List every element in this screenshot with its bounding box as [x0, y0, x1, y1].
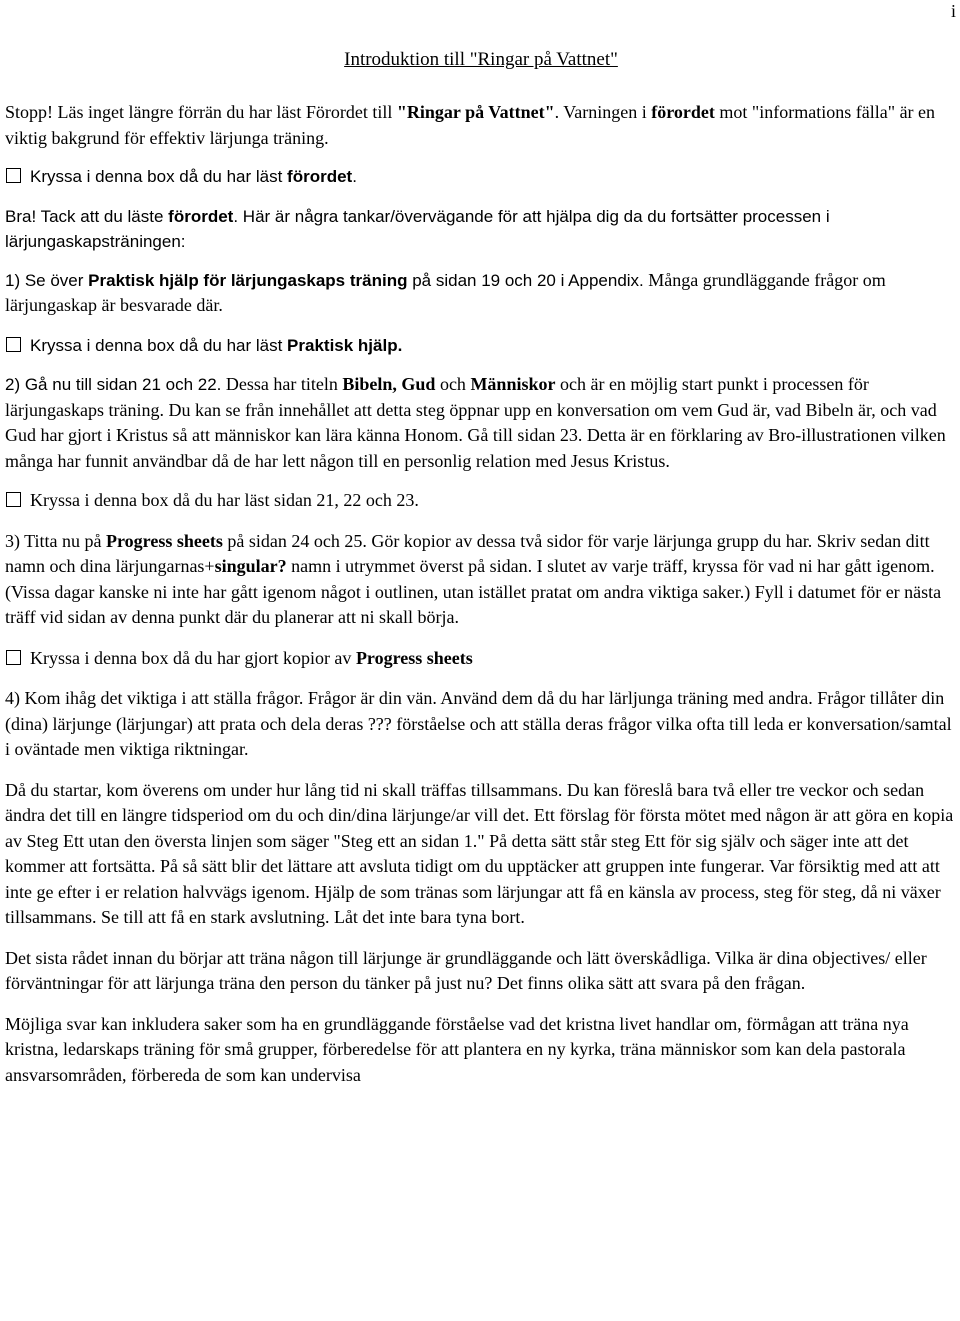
- checkbox[interactable]: [6, 337, 21, 352]
- checkbox[interactable]: [6, 650, 21, 665]
- checkbox[interactable]: [6, 168, 21, 183]
- document-title: Introduktion till "Ringar på Vattnet": [344, 49, 618, 70]
- document-body: [5, 100, 959, 1088]
- paragraph-bra: Bra! Tack att du läste förordet. Här är några tankar/övervägande för att hjälpa dig da du fortsätter processen i lärjungaskapsträningen:: [5, 206, 830, 251]
- checkbox-item-sidan: Kryssa i denna box då du har läst sidan 21, 22 och 23.: [5, 488, 959, 514]
- page-number: i: [950, 1, 956, 21]
- paragraph-stop: Stopp! Läs inget längre förrän du har läst Förordet till "Ringar på Vattnet". Varningen i förordet mot "informations fälla" är en viktig bakgrund för effektiv lärjunga träning.: [5, 102, 936, 148]
- checkbox-item-progress: Kryssa i denna box då du har gjort kopior av Progress sheets: [5, 646, 959, 672]
- paragraph-2: 2) Gå nu till sidan 21 och 22. Dessa har titeln Bibeln, Gud och Människor och är en möjlig start punkt i processen för lärjungaskaps träning. Du kan se från innehållet att detta steg öppnar upp en konversation om vem Gud är, vad Bibeln är, och vad Gud har gjort i Kristus så att människor kan lära känna Honom. Gå till sidan 23. Detta är en förklaring av Bro-illustrationen vilken många har funnit användbar då de har lett någon till en personlig relation med Jesus Kristus.: [5, 374, 946, 471]
- checkbox-item-praktisk: Kryssa i denna box då du har läst Praktisk hjälp.: [5, 333, 959, 359]
- paragraph-4: 4) Kom ihåg det viktiga i att ställa frågor. Frågor är din vän. Använd dem då du har lärljunga träning med andra. Frågor tillåter din (dina) lärjunge (lärjungar) att prata och dela deras ??? förståelse och att ställa deras frågor vilka ofta till leda er konversation/samtal i oväntade men viktiga riktningar.: [5, 688, 952, 759]
- paragraph-5: Då du startar, kom överens om under hur lång tid ni skall träffas tillsammans. Du kan föreslå bara två eller tre veckor och sedan ändra det till en längre tidsperiod om du och din/dina lärjunge/ar vill det. Ett förslag för första mötet med någon är att göra en kopia av Steg Ett utan den översta linjen som säger "Steg ett an sidan 1." På detta sätt står steg Ett för sig själv och säger inte att det kommer att fortsätta. På så sätt blir det lättare att avsluta tidigt om du upptäcker att gruppen inte fungerar. Var försiktig med att att inte ge efter i er relation halvvägs igenom. Hjälp de som tränas som lärjungar att få en känsla av process, steg för steg, då ni växer tillsammans. Se till att få en stark avslutning. Låt det inte bara tyna bort.: [5, 779, 954, 927]
- paragraph-1: 1) Se över Praktisk hjälp för lärjungaskaps träning på sidan 19 och 20 i Appendix. Många grundläggande frågor om lärjungaskap är besvarade där.: [5, 269, 886, 315]
- paragraph-6: Det sista rådet innan du börjar att träna någon till lärjunge är grundläggande och lätt överskådliga. Vilka är dina objectives/ eller förväntningar för att lärjunga träna den person du tänker på just nu? Det finns olika sätt att svara på den frågan.: [5, 947, 927, 993]
- checkbox-item-forordet: Kryssa i denna box då du har läst förordet.: [5, 164, 959, 190]
- paragraph-3: 3) Titta nu på Progress sheets på sidan 24 och 25. Gör kopior av dessa två sidor för varje lärjunga grupp du har. Skriv sedan ditt namn och dina lärjungarnas+singular? namn i utrymmet överst på sidan. I slutet av varje träff, kryssa för vad ni har gått igenom. (Vissa dagar kanske ni inte har gått igenom något i outlinen, utan istället pratat om andra viktiga saker.) Fyll i datumet för er nästa träff vid sidan av denna punkt där du planerar att ni skall börja.: [5, 530, 942, 627]
- paragraph-7: Möjliga svar kan inkludera saker som ha en grundläggande förståelse vad det kristna livet handlar om, förmågan att träna nya kristna, ledarskaps träning för små grupper, förberedelse för att plantera en ny kyrka, träna människor som kan dela pastorala ansvarsområden, förbereda de som kan undervisa: [5, 1013, 909, 1085]
- checkbox[interactable]: [6, 492, 21, 507]
